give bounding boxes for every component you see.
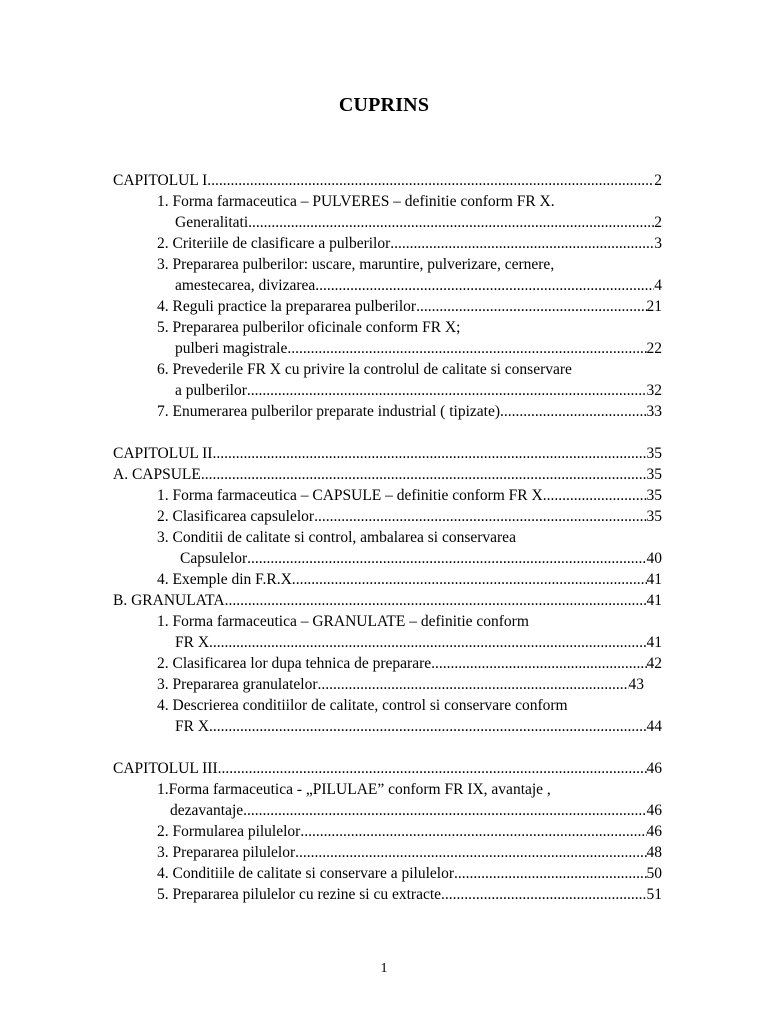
toc-entry[interactable]: 4. Reguli practice la prepararea pulberilor ..... 21 bbox=[157, 296, 662, 317]
toc-entry[interactable]: 3. Prepararea granulatelor ..... 43 bbox=[157, 674, 644, 695]
toc-entry[interactable]: 1. Forma farmaceutica – CAPSULE – definitie conform FR X ..... 35 bbox=[157, 485, 662, 506]
toc-chapter-1[interactable]: CAPITOLUL I ..... 2 bbox=[113, 170, 662, 191]
toc-section-a[interactable]: A. CAPSULE ..... 35 bbox=[113, 464, 662, 485]
toc-entry: 3. Conditii de calitate si control, ambalarea si conservarea bbox=[157, 529, 516, 546]
toc-entry: 1. Forma farmaceutica – PULVERES – definitie conform FR X. bbox=[157, 193, 555, 210]
toc-entry[interactable]: Generalitati ..... 2 bbox=[175, 212, 662, 233]
toc-entry: 1.Forma farmaceutica - „PILULAE” conform FR IX, avantaje , bbox=[157, 781, 551, 798]
toc-entry[interactable]: 5. Prepararea pilulelor cu rezine si cu extracte ..... 51 bbox=[157, 884, 662, 905]
toc-entry[interactable]: 2. Criteriile de clasificare a pulberilor ..... 3 bbox=[157, 233, 662, 254]
toc-entry[interactable]: Capsulelor ..... 40 bbox=[180, 548, 662, 569]
toc-entry: 4. Descrierea conditiilor de calitate, control si conservare conform bbox=[157, 697, 568, 714]
toc-entry: 6. Prevederile FR X cu privire la controlul de calitate si conservare bbox=[157, 361, 572, 378]
toc-chapter-2[interactable]: CAPITOLUL II ..... 35 bbox=[113, 443, 662, 464]
page-title: CUPRINS bbox=[338, 94, 430, 116]
page-number: 1 bbox=[380, 961, 388, 976]
toc-entry[interactable]: FR X ..... 44 bbox=[175, 716, 662, 737]
toc-entry[interactable]: a pulberilor ..... 32 bbox=[175, 380, 662, 401]
toc-entry: 1. Forma farmaceutica – GRANULATE – definitie conform bbox=[157, 613, 529, 630]
toc-entry[interactable]: dezavantaje ..... 46 bbox=[170, 800, 662, 821]
toc-entry[interactable]: 4. Conditiile de calitate si conservare a pilulelor ..... 50 bbox=[157, 863, 662, 884]
toc-entry[interactable]: FR X ..... 41 bbox=[175, 632, 662, 653]
toc-entry[interactable]: 2. Clasificarea capsulelor ..... 35 bbox=[157, 506, 662, 527]
toc-entry[interactable]: 2. Clasificarea lor dupa tehnica de preparare ..... 42 bbox=[157, 653, 662, 674]
toc-entry: 5. Prepararea pulberilor oficinale conform FR X; bbox=[157, 319, 461, 336]
toc-entry[interactable]: 7. Enumerarea pulberilor preparate industrial ( tipizate) ..... 33 bbox=[157, 401, 662, 422]
toc-section-b[interactable]: B. GRANULATA ..... 41 bbox=[113, 590, 662, 611]
toc-entry[interactable]: amestecarea, divizarea ..... 4 bbox=[175, 275, 662, 296]
toc-entry: 3. Prepararea pulberilor: uscare, maruntire, pulverizare, cernere, bbox=[157, 256, 555, 273]
toc-entry[interactable]: 3. Prepararea pilulelor ..... 48 bbox=[157, 842, 662, 863]
toc-entry[interactable]: 2. Formularea pilulelor ..... 46 bbox=[157, 821, 662, 842]
toc-chapter-3[interactable]: CAPITOLUL III ..... 46 bbox=[113, 758, 662, 779]
toc-entry[interactable]: pulberi magistrale ..... 22 bbox=[175, 338, 662, 359]
toc-entry[interactable]: 4. Exemple din F.R.X. ..... 41 bbox=[157, 569, 662, 590]
